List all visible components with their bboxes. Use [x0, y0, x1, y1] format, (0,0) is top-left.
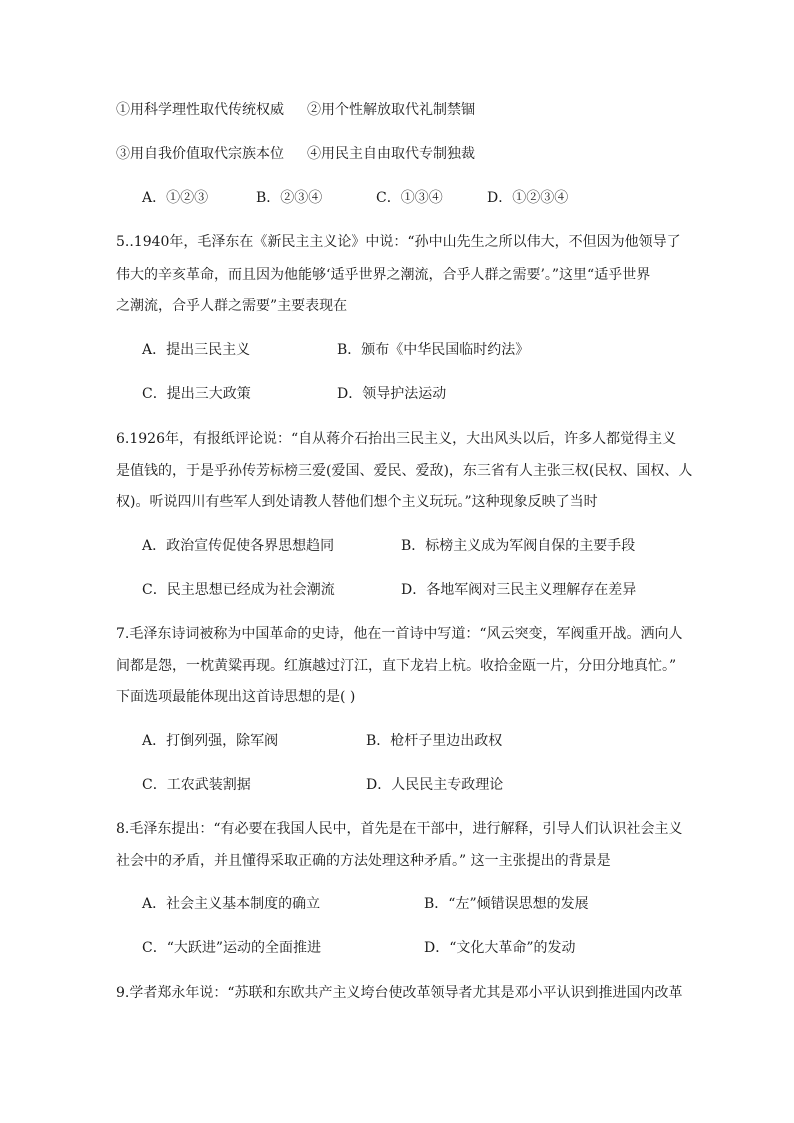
q6-option-d: D．各地军阀对三民主义理解存在差异: [401, 582, 637, 598]
q7-option-a: A．打倒列强，除军阀: [142, 733, 279, 749]
q5-option-b: B．颁布《中华民国临时约法》: [337, 342, 530, 358]
q4-statement-4: ④用民主自由取代专制独裁: [307, 146, 475, 162]
q4-statement-2: ②用个性解放取代礼制禁锢: [307, 102, 475, 118]
q5-stem-line-3: 之潮流，合乎人群之需要”主要表现在: [116, 298, 348, 314]
q5-stem-line-1: 5..1940年，毛泽东在《新民主主义论》中说：“孙中山先生之所以伟大，不但因为他领导了: [116, 234, 681, 250]
q7-stem-line-1: 7.毛泽东诗词被称为中国革命的史诗，他在一首诗中写道：“风云突变，军阀重开战。洒向人: [116, 626, 683, 642]
q4-option-a: A．①②③: [142, 190, 209, 206]
q9-stem-line-1: 9.学者郑永年说：“苏联和东欧共产主义垮台使改革领导者尤其是邓小平认识到推进国内改革: [116, 985, 683, 1001]
q4-statement-1: ①用科学理性取代传统权威: [116, 102, 284, 118]
q5-option-a: A．提出三民主义: [142, 342, 251, 358]
q8-option-c: C．“大跃进”运动的全面推进: [142, 940, 322, 956]
q7-option-d: D．人民民主专政理论: [366, 777, 504, 793]
q6-stem-line-3: 权)。听说四川有些军人到处请教人替他们想个主义玩玩。”这种现象反映了当时: [116, 494, 598, 510]
q4-option-c: C．①③④: [376, 190, 443, 206]
q7-stem-line-3: 下面选项最能体现出这首诗思想的是( ): [116, 689, 356, 705]
q8-option-b: B．“左”倾错误思想的发展: [424, 896, 589, 912]
q6-option-b: B．标榜主义成为军阀自保的主要手段: [401, 538, 636, 554]
q5-option-d: D．领导护法运动: [337, 386, 447, 402]
q8-stem-line-2: 社会中的矛盾，并且懂得采取正确的方法处理这种矛盾。” 这一主张提出的背景是: [116, 853, 611, 869]
q5-option-c: C．提出三大政策: [142, 386, 251, 402]
q8-stem-line-1: 8.毛泽东提出：“有必要在我国人民中，首先是在干部中，进行解释，引导人们认识社会主义: [116, 821, 683, 837]
q8-option-a: A．社会主义基本制度的确立: [142, 896, 321, 912]
q7-stem-line-2: 间都是怨，一枕黄粱再现。红旗越过汀江，直下龙岩上杭。收拾金瓯一片，分田分地真忙。”: [116, 658, 677, 674]
q6-option-a: A．政治宣传促使各界思想趋同: [142, 538, 335, 554]
q7-option-b: B．枪杆子里边出政权: [366, 733, 503, 749]
q4-option-d: D．①②③④: [487, 190, 569, 206]
q4-option-b: B．②③④: [256, 190, 323, 206]
q8-option-d: D．“文化大革命”的发动: [424, 940, 576, 956]
q4-statement-3: ③用自我价值取代宗族本位: [116, 146, 284, 162]
q5-stem-line-2: 伟大的辛亥革命，而且因为他能够‘适乎世界之潮流，合乎人群之需要’。”这里“适乎世界: [116, 267, 651, 283]
q7-option-c: C．工农武装割据: [142, 777, 251, 793]
q6-option-c: C．民主思想已经成为社会潮流: [142, 582, 335, 598]
q6-stem-line-1: 6.1926年，有报纸评论说：“自从蒋介石抬出三民主义，大出风头以后，许多人都觉得主义: [116, 431, 677, 447]
q6-stem-line-2: 是值钱的，于是乎孙传芳标榜三爱(爱国、爱民、爱敌)，东三省有人主张三权(民权、国权、人: [116, 463, 693, 479]
